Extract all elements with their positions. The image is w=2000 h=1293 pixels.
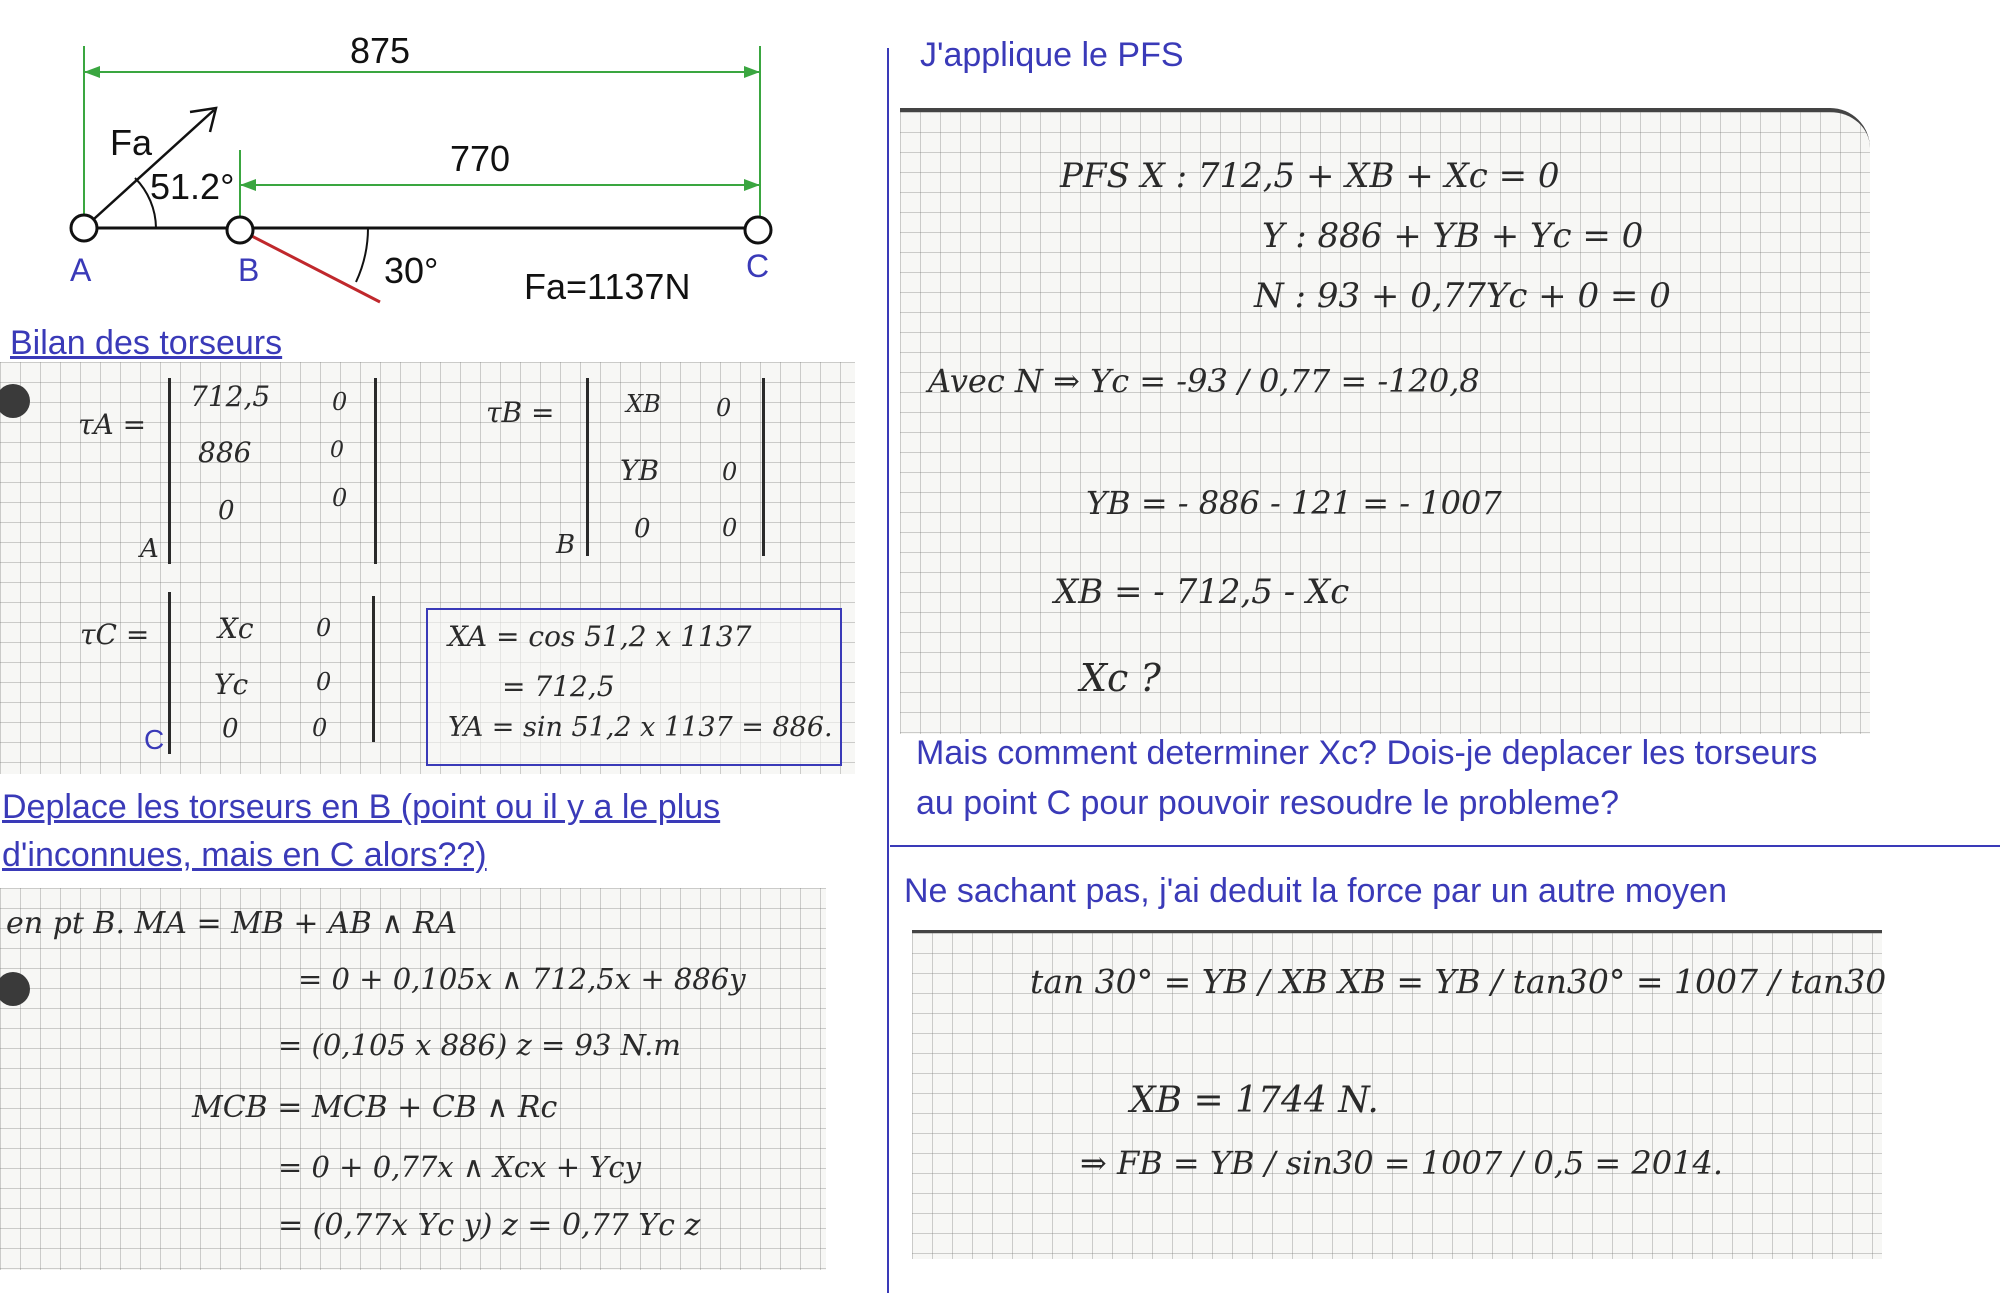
red-support-line [240,230,380,302]
moment-line-1: en pt B. MA = MB + AB ∧ RA [6,906,458,941]
vertical-divider [887,48,889,1293]
pfs-notebook-sheet [900,108,1870,734]
final-line-3: ⇒ FB = YB / sin30 = 1007 / 0,5 = 2014. [1080,1144,1723,1182]
deplace-heading-line-2: d'inconnues, mais en C alors??) [2,836,487,874]
torseur-a-bracket-right [374,378,377,564]
torseur-b-r1b: 0 [716,394,732,422]
final-line-2: XB = 1744 N. [1130,1080,1379,1121]
pfs-line-3: N : 93 + 0,77Yc + 0 = 0 [1254,276,1671,316]
joint-b [227,217,253,243]
torseur-b-r2: YB [620,454,660,487]
pfs-heading: J'applique le PFS [920,36,1184,74]
final-line-1: tan 30° = YB / XB XB = YB / tan30° = 1007 / tan30 [1030,962,1887,1001]
pfs-line-5: YB = - 886 - 121 = - 1007 [1086,484,1502,522]
moment-line-6: = (0,77x Yc y) z = 0,77 Yc z [278,1208,701,1243]
torseur-a-r2b: 0 [330,438,344,463]
point-c-label: C [746,248,770,284]
moment-line-4: MCB = MCB + CB ∧ Rc [192,1090,558,1125]
torseur-a-point: A [140,534,159,564]
joint-c [745,217,771,243]
torseur-b-name: τB = [486,396,555,429]
torseur-b-r1: XB [626,390,661,418]
torseur-c-r2: Yc [214,668,249,701]
torseur-c-bracket-right [372,596,375,742]
torseur-c-bracket [168,592,171,754]
torseur-a-r1b: 0 [332,388,348,416]
moment-line-2: = 0 + 0,105x ∧ 712,5x + 886y [298,962,746,996]
torseur-a-r3: 0 [218,496,235,526]
pfs-line-4: Avec N ⇒ Yc = -93 / 0,77 = -120,8 [928,362,1480,400]
torseur-c-r3: 0 [222,714,239,744]
dimension-770-label: 770 [450,138,511,179]
force-fa-label: Fa [110,122,153,163]
dimension-875-label: 875 [350,30,411,71]
point-b-label: B [238,252,260,288]
angle-a-label: 51.2° [150,166,235,207]
torseur-a-r2: 886 [198,436,252,469]
point-a-label: A [70,252,92,288]
pfs-line-1: PFS X : 712,5 + XB + Xc = 0 [1060,156,1560,196]
torseur-a-name: τA = [78,408,147,441]
deplace-heading-line-1: Deplace les torseurs en B (point ou il y a le plus [2,788,721,826]
pfs-line-6: XB = - 712,5 - Xc [1054,572,1350,612]
torseur-a-bracket [168,378,171,564]
torseur-c-point: C [144,724,165,755]
box-line-1: XA = cos 51,2 x 1137 [448,620,752,653]
box-line-3: YA = sin 51,2 x 1137 = 886. [448,712,833,743]
right-horizontal-divider [890,845,2000,847]
torseur-b-bracket [586,378,589,556]
moment-line-5: = 0 + 0,77x ∧ Xcx + Ycy [278,1150,642,1184]
bilan-heading: Bilan des torseurs [10,324,283,362]
torseur-b-point: B [556,530,576,560]
pfs-line-2: Y : 886 + YB + Yc = 0 [1262,216,1644,256]
torseur-c-r2b: 0 [316,668,332,696]
torseur-b-r2b: 0 [722,458,738,486]
torseur-a-r1: 712,5 [190,380,271,413]
angle-b-label: 30° [384,250,439,291]
torseur-b-bracket-right [762,378,765,556]
torseur-c-name: τC = [80,618,150,651]
torseur-b-r3b: 0 [722,514,738,542]
torseur-c-r3b: 0 [312,714,328,742]
torseur-b-r3: 0 [634,514,651,544]
ne-sachant-heading: Ne sachant pas, j'ai deduit la force par un autre moyen [904,872,1727,910]
moment-line-3: = (0,105 x 886) z = 93 N.m [278,1028,681,1062]
torseur-c-r1: Xc [218,612,254,645]
pfs-line-7: Xc ? [1080,656,1161,700]
question-line-1: Mais comment determiner Xc? Dois-je deplacer les torseurs [916,734,1818,772]
force-value-label: Fa=1137N [524,266,691,307]
torseur-c-r1b: 0 [316,614,332,642]
box-line-2: = 712,5 [502,670,615,703]
joint-a [71,215,97,241]
torseur-a-r3b: 0 [332,484,348,512]
question-line-2: au point C pour pouvoir resoudre le probleme? [916,784,1620,822]
